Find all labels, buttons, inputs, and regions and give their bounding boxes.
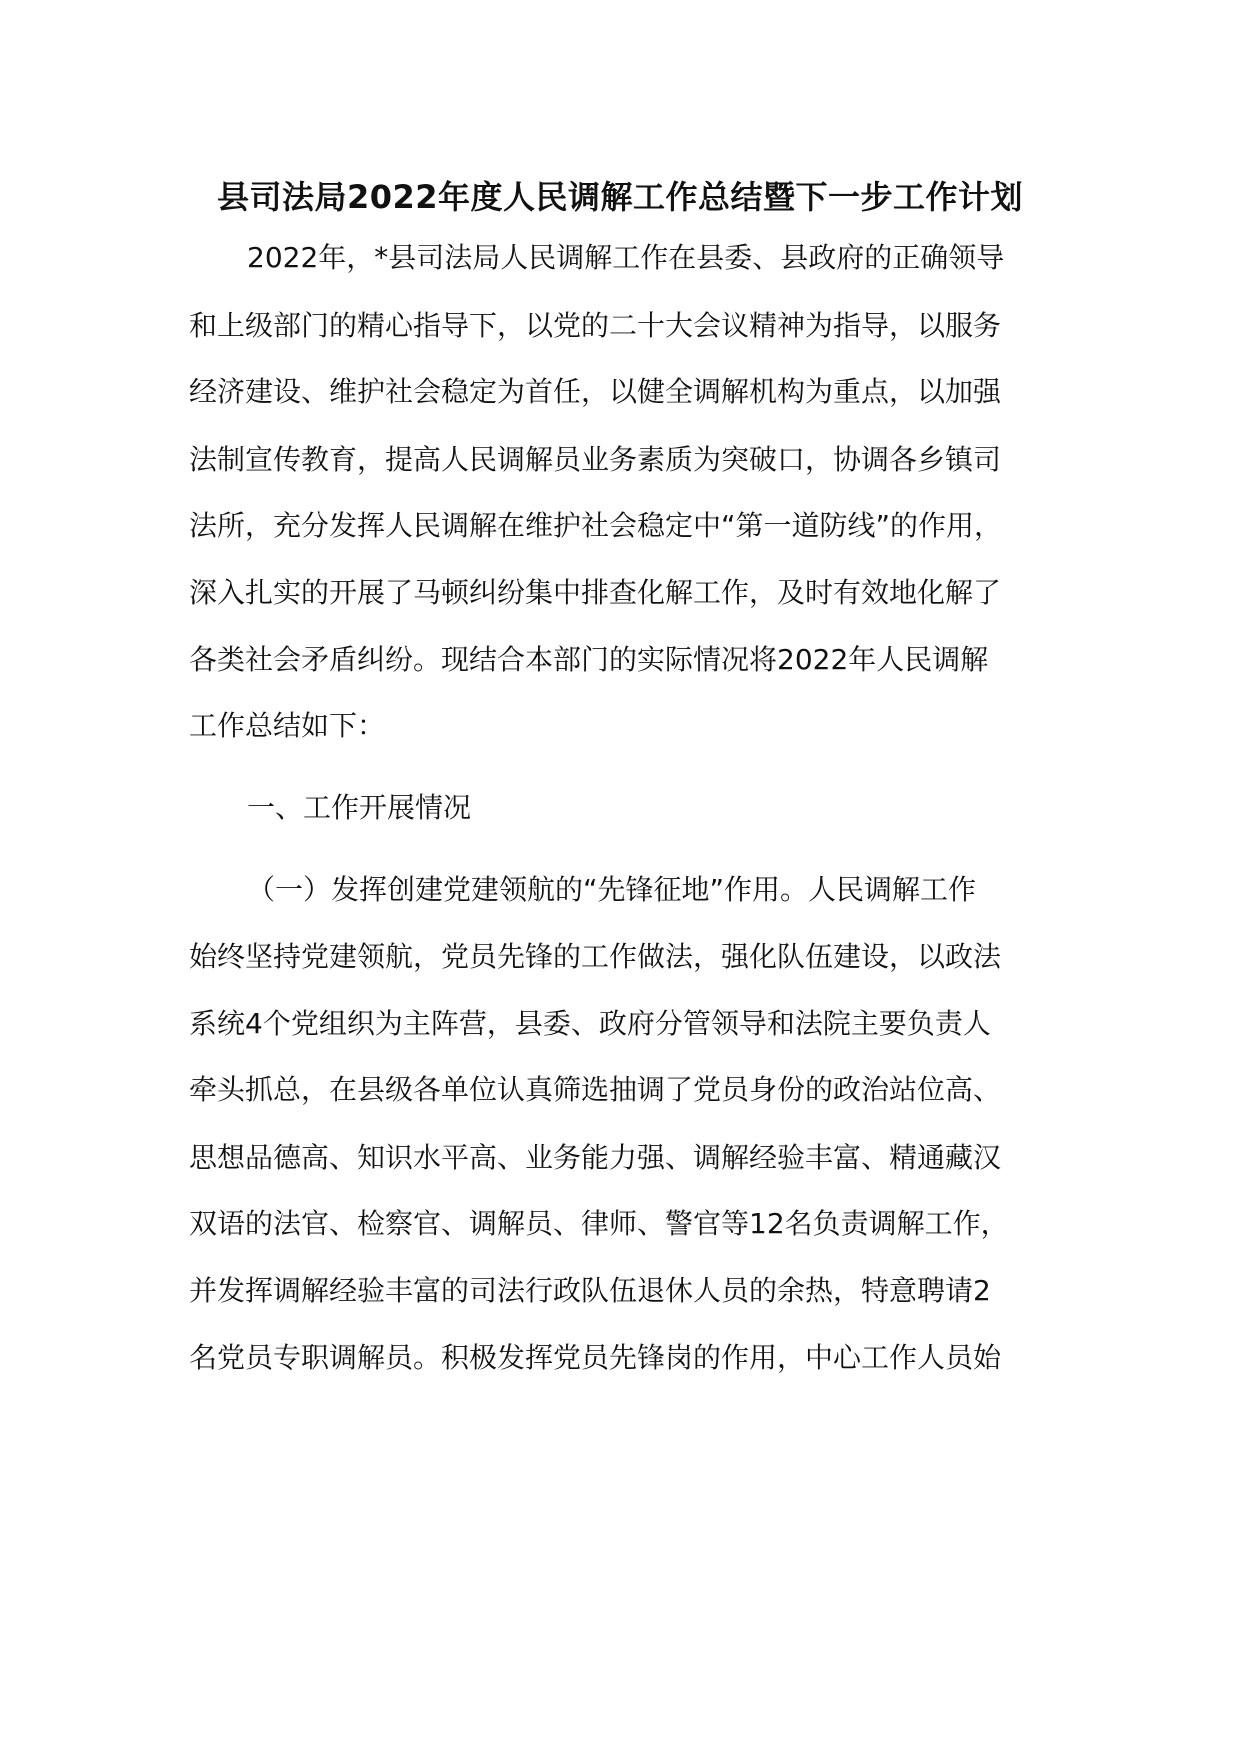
body-line-17: 名党员专职调解员。积极发挥党员先锋岗的作用，中心工作人员始: [189, 1341, 1002, 1374]
body-line-13: 牵头抓总，在县级各单位认真筛选抽调了党员身份的政治站位高、: [189, 1073, 1002, 1106]
body-line-10: （一）发挥创建党建领航的“先锋征地”作用。人民调解工作: [247, 873, 977, 906]
body-line-8: 工作总结如下：: [189, 709, 386, 742]
body-line-14: 思想品德高、知识水平高、业务能力强、调解经验丰富、精通藏汉: [189, 1141, 1002, 1174]
body-line-1: 2022年，*县司法局人民调解工作在县委、县政府的正确领导: [247, 241, 1005, 274]
body-line-4: 法制宣传教育，提高人民调解员业务素质为突破口，协调各乡镇司: [189, 443, 1002, 476]
body-line-12: 系统4个党组织为主阵营，县委、政府分管领导和法院主要负责人: [189, 1007, 991, 1040]
body-line-5: 法所，充分发挥人民调解在维护社会稳定中“第一道防线”的作用，: [189, 509, 1003, 542]
body-line-2: 和上级部门的精心指导下，以党的二十大会议精神为指导，以服务: [189, 309, 1002, 342]
body-line-3: 经济建设、维护社会稳定为首任，以健全调解机构为重点，以加强: [189, 375, 1002, 408]
body-line-7: 各类社会矛盾纠纷。现结合本部门的实际情况将2022年人民调解: [189, 643, 989, 676]
body-line-6: 深入扎实的开展了马顿纠纷集中排查化解工作，及时有效地化解了: [189, 576, 1002, 609]
body-line-16: 并发挥调解经验丰富的司法行政队伍退休人员的余热，特意聘请2: [189, 1274, 991, 1307]
document-title: 县司法局2022年度人民调解工作总结暨下一步工作计划: [216, 178, 1024, 216]
body-line-15: 双语的法官、检察官、调解员、律师、警官等12名负责调解工作，: [189, 1207, 1009, 1240]
body-line-11: 始终坚持党建领航，党员先锋的工作做法，强化队伍建设，以政法: [189, 940, 1002, 973]
section-heading-1: 一、工作开展情况: [247, 791, 472, 824]
